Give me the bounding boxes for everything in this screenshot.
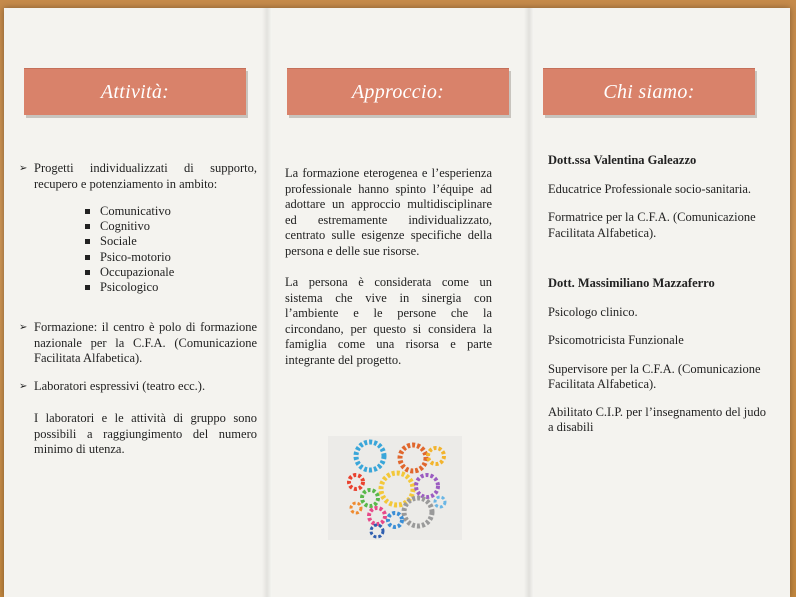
gears-illustration [328, 436, 462, 540]
bullet-text: Laboratori espressivi (teatro ecc.). [34, 378, 206, 393]
approccio-paragraph-2: La persona è considerata come un sistema che vive in sinergia con l’ambiente e le persone che la circondano, per questo si considera la famiglia come una risorsa e parte integrante del progetto. [285, 275, 492, 367]
list-item: Psicologico [82, 280, 257, 295]
column-approccio [285, 166, 492, 368]
person-role: Educatrice Professionale socio-sanitaria. [548, 181, 752, 196]
laboratori-paragraph: I laboratori e le attività di gruppo sono possibili a raggiungimento del numero minimo di utenza. [34, 411, 257, 457]
banner-title: Attività: [100, 80, 170, 103]
bullet-laboratori [19, 379, 257, 395]
person-role: Abilitato C.I.P. per l’insegnamento del judo a disabili [548, 404, 767, 434]
person-role: Supervisore per la C.F.A. (Comunicazione Facilitata Alfabetica). [548, 361, 761, 391]
list-item: Occupazionale [82, 265, 257, 280]
fold-line-right [524, 8, 534, 597]
fold-line-left [262, 8, 272, 597]
banner-title: Chi siamo: [603, 80, 695, 103]
person-name: Dott.ssa Valentina Galeazzo [548, 153, 697, 167]
person-role: Psicomotricista Funzionale [548, 333, 684, 347]
bullet-formazione [19, 320, 257, 367]
list-item: Cognitivo [82, 219, 257, 234]
column-chi-siamo [548, 153, 768, 436]
list-item: Comunicativo [82, 204, 257, 219]
banner-chi-siamo [543, 68, 755, 115]
bullet-progetti [19, 161, 257, 192]
banner-title: Approccio: [351, 80, 445, 103]
person-name: Dott. Massimiliano Mazzaferro [548, 276, 715, 290]
person-role: Psicologo clinico. [548, 304, 638, 319]
arrow-bullet-icon: ➢ [19, 163, 28, 174]
gears-image [328, 436, 462, 540]
list-item: Psico-motorio [82, 250, 257, 265]
banner-approccio [287, 68, 509, 115]
bullet-text: Formazione: il centro è polo di formazione nazionale per la C.F.A. (Comunicazione Facilitata Alfabetica). [34, 320, 257, 366]
column-attivita [19, 161, 257, 458]
approccio-paragraph-1: La formazione eterogenea e l’esperienza professionale hanno spinto l’équipe ad adottare un approccio multidisciplinare ed estremamente individualizzato, centrato sulle esigenze specifiche della persona e delle sue risorse. [285, 166, 492, 258]
arrow-bullet-icon: ➢ [19, 322, 28, 334]
banner-attivita [24, 68, 246, 115]
areas-list [82, 204, 257, 295]
list-item: Sociale [82, 234, 257, 249]
arrow-bullet-icon: ➢ [19, 380, 28, 392]
person-role: Formatrice per la C.F.A. (Comunicazione Facilitata Alfabetica). [548, 210, 756, 240]
bullet-text: Progetti individualizzati di supporto, recupero e potenziamento in ambito: [34, 161, 257, 191]
